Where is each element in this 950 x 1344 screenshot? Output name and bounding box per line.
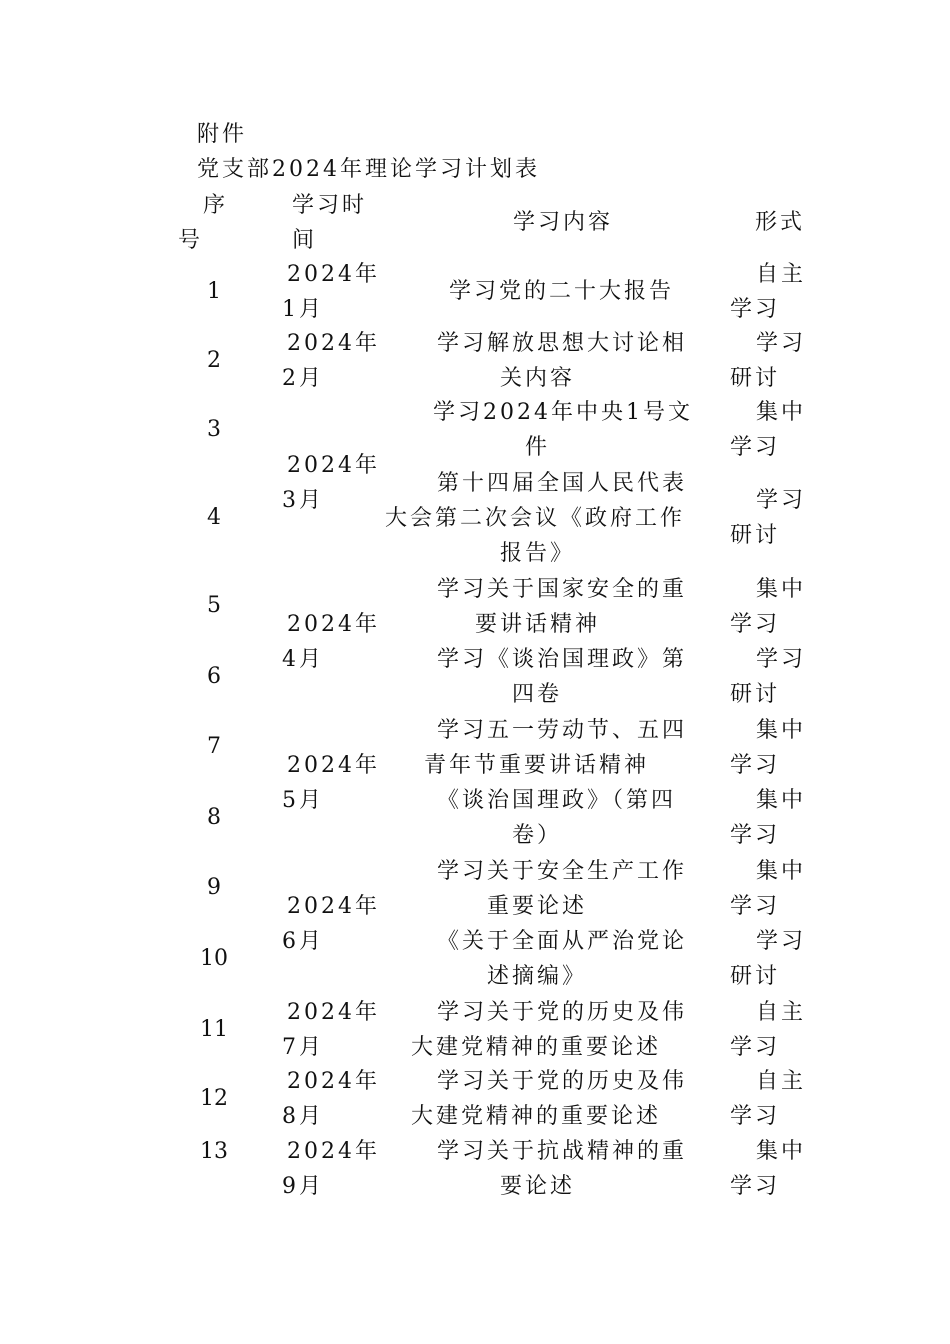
row-content-line2: 四卷 (512, 682, 563, 707)
row-content-line1: 学习《谈治国理政》第 (437, 647, 688, 672)
row-content-line1: 学习关于党的历史及伟 (437, 1000, 688, 1025)
row-time-line2: 5月 (282, 788, 324, 813)
row-form-line1: 集中 (756, 718, 807, 743)
row-content-line2: 大建党精神的重要论述 (411, 1035, 662, 1060)
row-form-line1: 学习 (756, 331, 807, 356)
row-number: 5 (207, 593, 221, 618)
header-seq-line1: 序 (203, 193, 229, 218)
row-time-line2: 4月 (282, 647, 324, 672)
row-form-line2: 学习 (730, 753, 781, 778)
row-form-line2: 学习 (730, 1104, 781, 1129)
row-content-line2: 述摘编》 (487, 964, 588, 989)
row-number: 2 (207, 348, 221, 373)
header-form: 形式 (755, 210, 806, 235)
row-content-line1: 《关于全面从严治党论 (437, 929, 688, 954)
row-form-line1: 集中 (756, 400, 807, 425)
row-time-line1: 2024年 (287, 1000, 380, 1025)
row-time-line2: 7月 (282, 1035, 324, 1060)
row-form-line2: 学习 (730, 1035, 781, 1060)
row-form-line2: 研讨 (730, 682, 781, 707)
row-form-line1: 自主 (756, 1069, 807, 1094)
row-form-line1: 学习 (756, 488, 807, 513)
row-form-line1: 自主 (756, 262, 807, 287)
row-form-line1: 集中 (756, 1139, 807, 1164)
row-form-line1: 集中 (756, 577, 807, 602)
row-number: 8 (207, 805, 221, 830)
row-form-line1: 集中 (756, 859, 807, 884)
row-content-line1: 学习五一劳动节、五四 (437, 718, 688, 743)
row-time-line1: 2024年 (287, 331, 380, 356)
row-time-line2: 6月 (282, 929, 324, 954)
row-number: 9 (207, 875, 221, 900)
row-content-line2: 要讲话精神 (475, 612, 601, 637)
row-form-line1: 学习 (756, 929, 807, 954)
row-time-line2: 9月 (282, 1174, 324, 1199)
row-content-line3: 报告》 (500, 541, 576, 566)
row-content-line1: 学习关于抗战精神的重 (437, 1139, 688, 1164)
row-form-line2: 学习 (730, 1174, 781, 1199)
row-content-line1: 学习关于党的历史及伟 (437, 1069, 688, 1094)
row-content-line2: 件 (525, 435, 551, 460)
row-form-line1: 集中 (756, 788, 807, 813)
row-time-line1: 2024年 (287, 1069, 380, 1094)
row-number: 1 (207, 279, 221, 304)
row-time-line1: 2024年 (287, 894, 380, 919)
row-time-line1: 2024年 (287, 262, 380, 287)
row-content-line1: 学习党的二十大报告 (449, 279, 675, 304)
row-form-line2: 研讨 (730, 964, 781, 989)
row-content-line2: 大会第二次会议《政府工作 (385, 506, 686, 531)
row-form-line2: 学习 (730, 435, 781, 460)
row-time-line2: 8月 (282, 1104, 324, 1129)
row-time-line1: 2024年 (287, 753, 380, 778)
row-form-line1: 自主 (756, 1000, 807, 1025)
header-time-line2: 间 (292, 228, 318, 253)
row-time-line2: 3月 (282, 488, 324, 513)
attachment-label: 附件 (197, 122, 248, 147)
row-content-line1: 学习2024年中央1号文 (433, 400, 693, 425)
row-form-line1: 学习 (756, 647, 807, 672)
row-content-line1: 学习解放思想大讨论相 (437, 331, 688, 356)
row-number: 13 (200, 1139, 228, 1164)
header-content: 学习内容 (513, 210, 614, 235)
row-form-line2: 学习 (730, 894, 781, 919)
row-content-line2: 大建党精神的重要论述 (411, 1104, 662, 1129)
header-time-line1: 学习时 (292, 193, 368, 218)
row-number: 11 (200, 1017, 228, 1042)
row-number: 10 (200, 946, 228, 971)
row-number: 12 (200, 1086, 228, 1111)
row-content-line1: 《谈治国理政》（第四 (437, 788, 677, 813)
row-form-line2: 学习 (730, 297, 781, 322)
row-content-line2: 关内容 (500, 366, 576, 391)
row-number: 3 (207, 417, 221, 442)
row-time-line1: 2024年 (287, 612, 380, 637)
row-time-line2: 2月 (282, 366, 324, 391)
row-content-line2: 卷） (512, 823, 563, 848)
row-time-line1: 2024年 (287, 1139, 380, 1164)
row-number: 4 (207, 505, 221, 530)
row-number: 6 (207, 664, 221, 689)
row-content-line2: 重要论述 (487, 894, 588, 919)
row-number: 7 (207, 734, 221, 759)
row-form-line2: 研讨 (730, 366, 781, 391)
row-time-line2: 1月 (282, 297, 324, 322)
row-content-line2: 要论述 (500, 1174, 576, 1199)
header-seq-line2: 号 (178, 228, 204, 253)
row-time-line1: 2024年 (287, 453, 380, 478)
row-form-line2: 学习 (730, 612, 781, 637)
row-content-line1: 学习关于安全生产工作 (437, 859, 688, 884)
row-form-line2: 学习 (730, 823, 781, 848)
row-content-line2: 青年节重要讲话精神 (424, 753, 650, 778)
row-content-line1: 学习关于国家安全的重 (437, 577, 688, 602)
row-content-line1: 第十四届全国人民代表 (437, 471, 688, 496)
document-title: 党支部2024年理论学习计划表 (197, 157, 540, 182)
row-form-line2: 研讨 (730, 523, 781, 548)
